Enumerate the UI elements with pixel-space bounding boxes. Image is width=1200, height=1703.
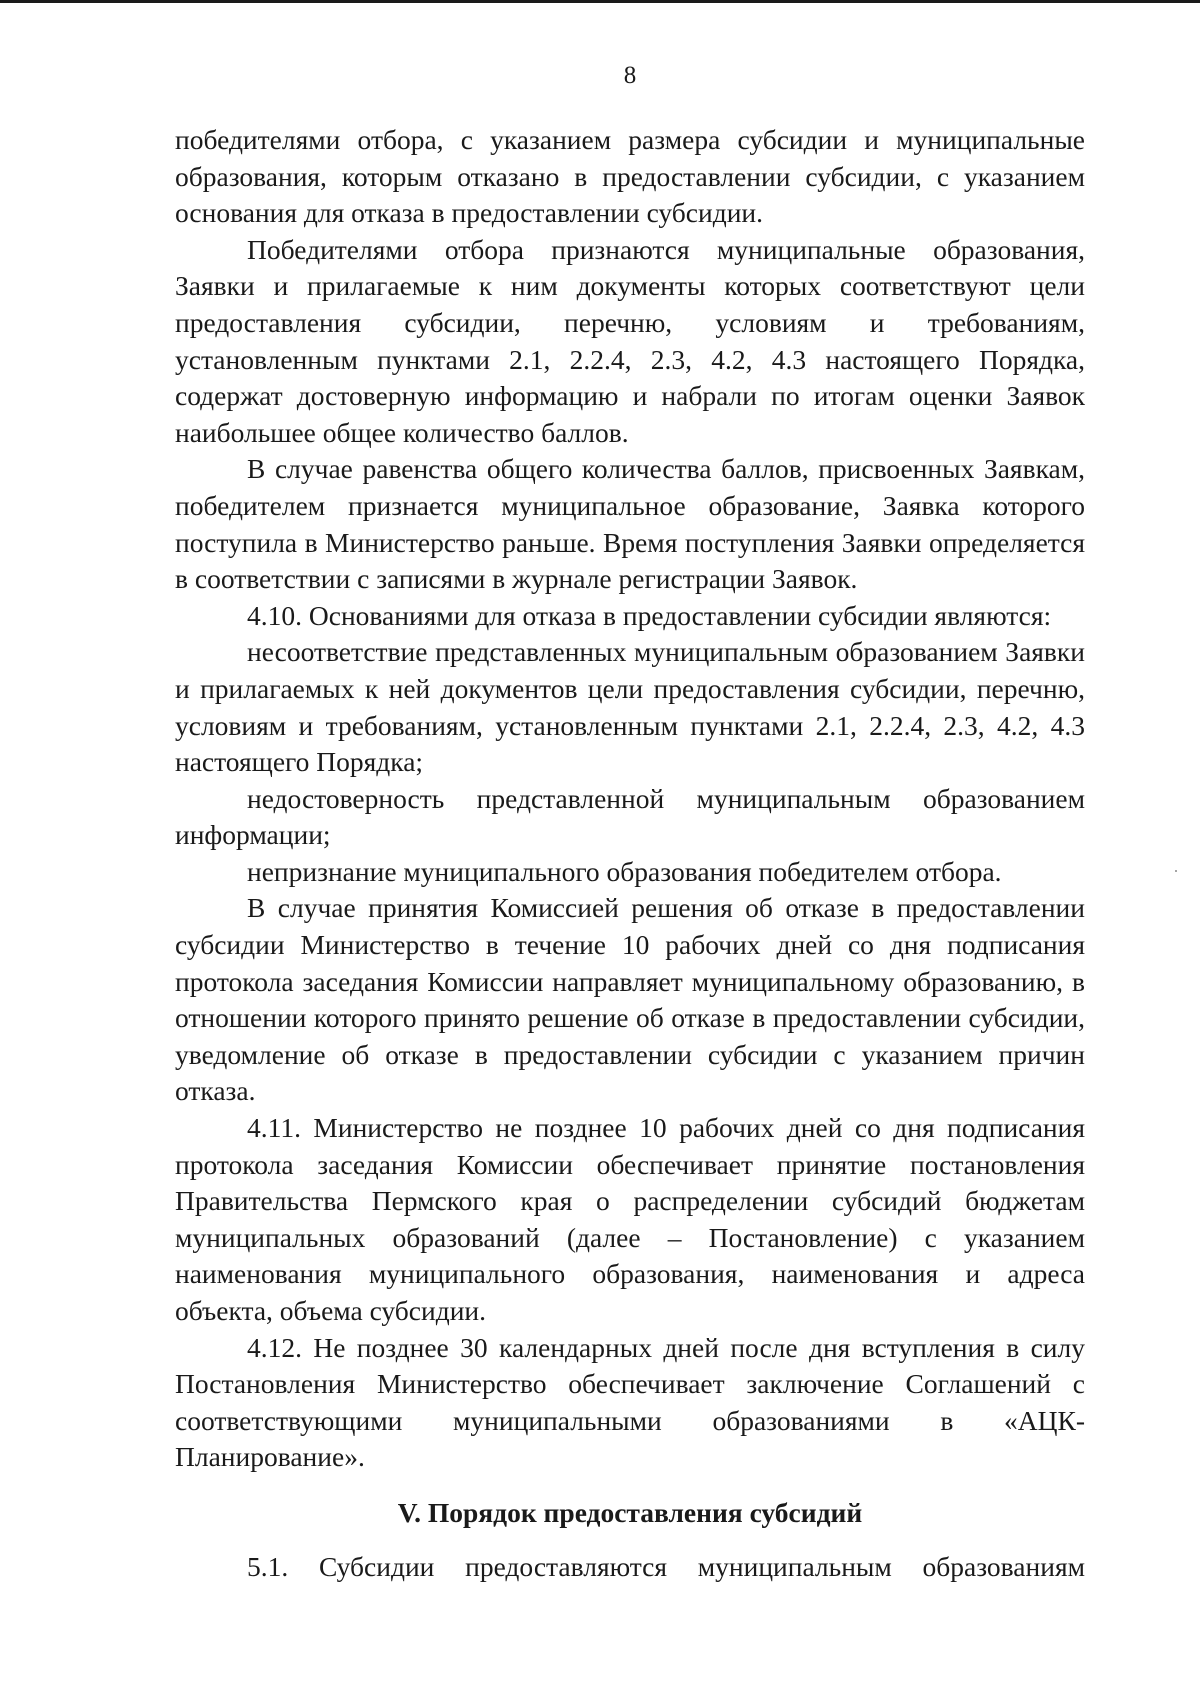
paragraph-winners: Победителями отбора признаются муниципальные образования, Заявки и прилагаемые к ним документы которых соответствуют цели предоставления субсидии, перечню, условиям и требованиям, установленным пунктами 2.1, 2.2.4, 2.3, 4.2, 4.3 настоящего Порядка, содержат достоверную информацию и набрали по итогам оценки Заявок наибольшее общее количество баллов. <box>175 233 1085 448</box>
page-number: 8 <box>623 62 637 89</box>
paragraph-4-10: 4.10. Основаниями для отказа в предоставлении субсидии являются: <box>247 599 1052 631</box>
section-heading: V. Порядок предоставления субсидий <box>397 1496 863 1528</box>
document-body <box>175 122 1085 1585</box>
paragraph-refusal-notice: В случае принятия Комиссией решения об отказе в предоставлении субсидии Министерство в течение 10 рабочих дней со дня подписания протокола заседания Комиссии направляет муниципальному образованию, в отношении которого принято решение об отказе в предоставлении субсидии, уведомление об отказе в предоставлении субсидии с указанием причин отказа. <box>175 892 1085 1107</box>
list-item-not-winner: непризнание муниципального образования победителем отбора. <box>247 855 1002 887</box>
paragraph-4-11: 4.11. Министерство не позднее 10 рабочих дней со дня подписания протокола заседания Комиссии обеспечивает принятие постановления Правительства Пермского края о распределении субсидий бюджетам муниципальных образований (далее – Постановление) с указанием наименования муниципального образования, наименования и адреса объекта, объема субсидии. <box>175 1112 1085 1326</box>
paragraph-equal-scores: В случае равенства общего количества баллов, присвоенных Заявкам, победителем признается муниципальное образование, Заявка которого поступила в Министерство раньше. Время поступления Заявки определяется в соответствии с записями в журнале регистрации Заявок. <box>175 453 1085 595</box>
list-item-nonconformity: несоответствие представленных муниципальным образованием Заявки и прилагаемых к ней документов цели предоставления субсидии, перечню, условиям и требованиям, установленным пунктами 2.1, 2.2.4, 2.3, 4.2, 4.3 настоящего Порядка; <box>175 636 1085 778</box>
paragraph-4-12: 4.12. Не позднее 30 календарных дней после дня вступления в силу Постановления Министерство обеспечивает заключение Соглашений с соответствующими муниципальными образованиями в «АЦК-Планирование». <box>175 1331 1085 1473</box>
scan-top-edge <box>0 0 1200 3</box>
scan-speck <box>1175 870 1177 872</box>
paragraph-continuation: победителями отбора, с указанием размера субсидии и муниципальные образования, которым отказано в предоставлении субсидии, с указанием основания для отказа в предоставлении субсидии. <box>175 124 1085 229</box>
paragraph-5-1: 5.1. Субсидии предоставляются муниципальным образованиям <box>247 1550 1085 1582</box>
list-item-unreliability: недостоверность представленной муниципальным образованием информации; <box>175 782 1085 851</box>
